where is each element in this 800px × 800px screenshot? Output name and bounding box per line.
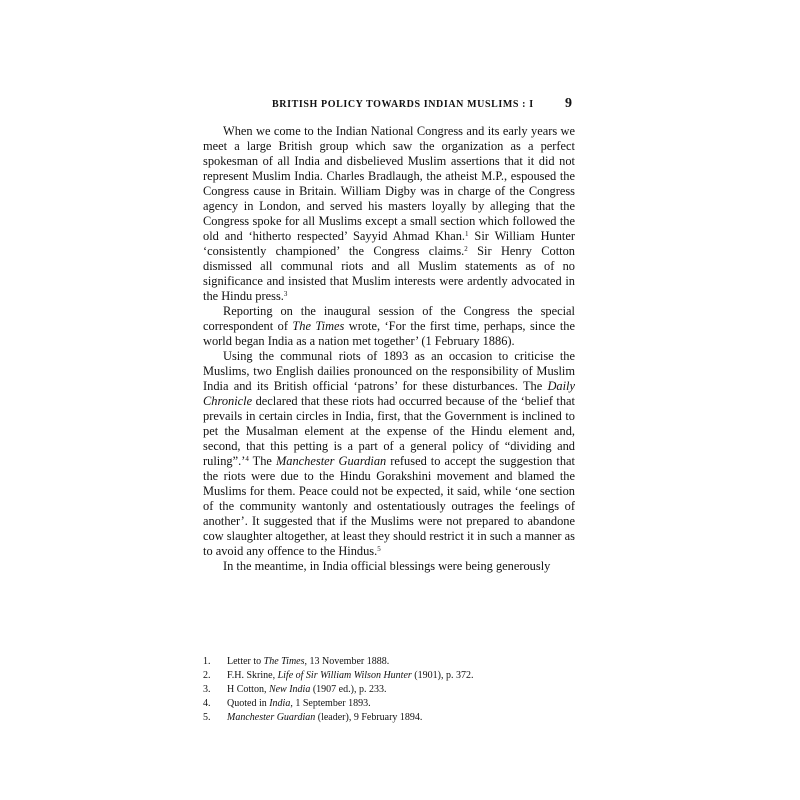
text-run: , 13 November 1888. (304, 656, 390, 667)
text-run: declared that these riots had occurred because of the ‘belief that prevails in certain circles in India, first, that the Government is inclined to pet the Musalman element at the expense of the Hindu element and, second, that this petting is a part of a general policy of “dividing and ruling”.’ (203, 394, 575, 468)
text-run: (1901), p. 372. (411, 670, 474, 681)
page-number: 9 (565, 96, 572, 111)
italic-title: India (269, 698, 291, 709)
footnote-text (227, 683, 386, 697)
footnote-text (227, 711, 422, 725)
footnote-marker: 1 (465, 230, 469, 238)
text-run: wrote, ‘For the first time, perhaps, since the world began India as a nation met together’ (1 February 1886). (203, 319, 575, 348)
text-run: Sir William Hunter ‘consistently championed’ the Congress claims. (203, 229, 576, 258)
footnotes (203, 655, 575, 725)
footnote (203, 669, 575, 683)
footnote-marker: 2 (464, 245, 468, 253)
italic-title: Manchester Guardian (227, 712, 316, 723)
footnote (203, 711, 575, 725)
footnote-number: 5. (203, 712, 211, 723)
footnote-number: 4. (203, 698, 211, 709)
text-run: Reporting on the inaugural session of the Congress the special correspondent of (203, 304, 575, 333)
text-run: Quoted in (227, 698, 270, 709)
running-head: BRITISH POLICY TOWARDS INDIAN MUSLIMS : I (272, 99, 534, 110)
italic-title: Daily Chronicle (203, 379, 575, 408)
footnote-number: 3. (203, 684, 211, 695)
footnote-text (227, 697, 371, 711)
footnote (203, 683, 575, 697)
text-run: Sir Henry Cotton dismissed all communal riots and all Muslim statements as of no significance and insisted that Muslim interests were ardently advocated in the Hindu press. (203, 244, 576, 303)
italic-title: New India (268, 684, 311, 695)
paragraph (203, 349, 575, 559)
text-run: (leader), 9 February 1894. (315, 712, 423, 723)
footnote-number: 2. (203, 670, 211, 681)
italic-title: Life of Sir William Wilson Hunter (277, 670, 412, 681)
italic-title: Manchester Guardian (275, 454, 387, 468)
italic-title: The Times (263, 656, 305, 667)
page-header (272, 96, 572, 116)
footnote-text (227, 655, 389, 669)
text-run: , 1 September 1893. (290, 698, 371, 709)
text-run: H Cotton, (227, 684, 269, 695)
paragraph (203, 304, 575, 349)
footnote-text (227, 669, 473, 683)
footnote-marker: 5 (377, 545, 381, 553)
footnote (203, 697, 575, 711)
footnote-marker: 4 (245, 455, 249, 463)
paragraph (203, 559, 575, 574)
footnote (203, 655, 575, 669)
text-run: Using the communal riots of 1893 as an occasion to criticise the Muslims, two English dailies pronounced on the responsibility of Muslim India and its British official ‘patrons’ for these disturbances. The (203, 349, 575, 393)
footnote-number: 1. (203, 656, 211, 667)
text-run: (1907 ed.), p. 233. (310, 684, 387, 695)
footnote-marker: 3 (283, 290, 288, 298)
italic-title: The Times (292, 319, 345, 333)
text-run: Letter to (227, 656, 264, 667)
body-text (203, 124, 575, 574)
text-run: F.H. Skrine, (227, 670, 278, 681)
text-run: When we come to the Indian National Congress and its early years we meet a large British group which saw the organization as a perfect spokesman of all India and disbelieved Muslim assertions that it did not represent Muslim India. Charles Bradlaugh, the atheist M.P., espoused the Congress cause in Britain. William Digby was in charge of the Congress agency in London, and served his masters loyally by alleging that the Congress spoke for all Muslims except a small section which followed the old and ‘hitherto respected’ Sayyid Ahmad Khan. (203, 124, 575, 243)
text-run: In the meantime, in India official blessings were being generously (223, 559, 551, 573)
paragraph (203, 124, 575, 304)
text-run: refused to accept the suggestion that the riots were due to the Hindu Gorakshini movement and blamed the Muslims for them. Peace could not be expected, it said, while ‘one section of the community wantonly and ostentatiously outrages the feelings of another’. It suggested that if the Muslims were not prepared to abandone cow slaughter altogether, at least they should restrict it in such a manner as to avoid any offence to the Hindus. (203, 454, 575, 558)
text-run: The (248, 454, 276, 468)
